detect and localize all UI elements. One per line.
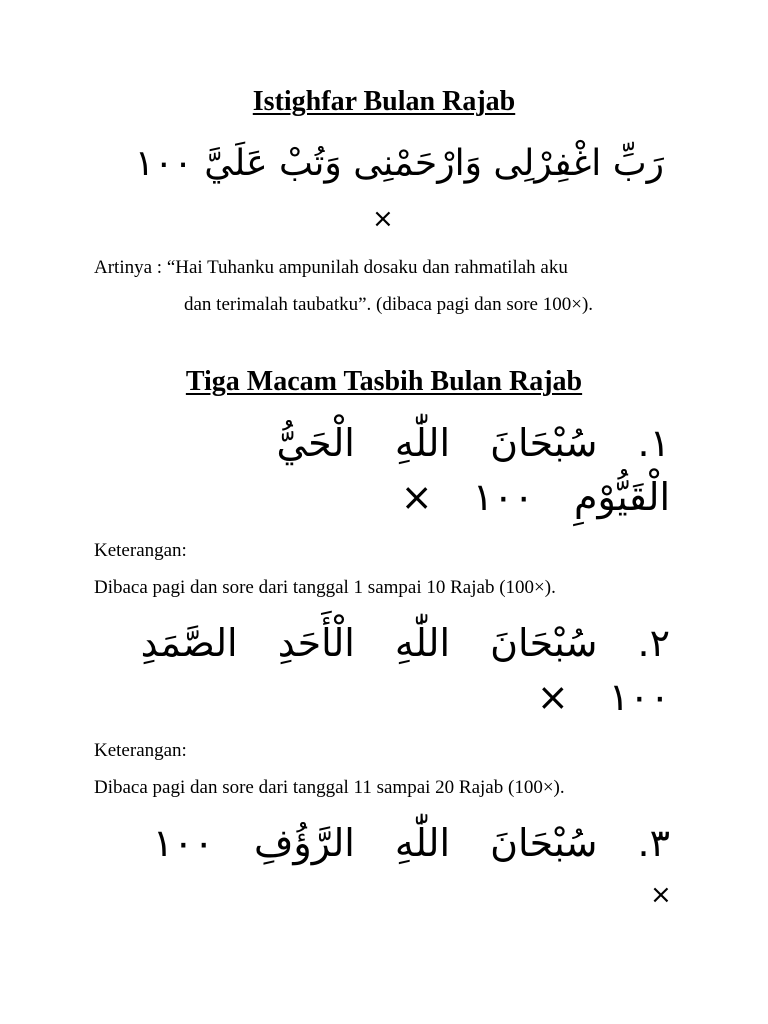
istighfar-meaning-line1: Artinya : “Hai Tuhanku ampunilah dosaku dan rahmatilah aku [94, 257, 568, 278]
tasbih-2-label: Keterangan: [94, 740, 187, 761]
tasbih-2-note: Dibaca pagi dan sore dari tanggal 11 sampai 20 Rajab (100×). [94, 777, 565, 798]
istighfar-meaning-line2: dan terimalah taubatku”. (dibaca pagi dan sore 100×). [184, 294, 594, 315]
tasbih-3-times-sign: × [650, 880, 672, 910]
tasbih-1-arabic-line1: ١. سُبْحَانَ اللّٰهِ الْحَيُّ [276, 421, 670, 465]
istighfar-title: Istighfar Bulan Rajab [252, 86, 516, 117]
tasbih-2-arabic-line2: ١٠٠ × [536, 675, 670, 719]
tasbih-title: Tiga Macam Tasbih Bulan Rajab [185, 366, 583, 397]
tasbih-1-note: Dibaca pagi dan sore dari tanggal 1 sampai 10 Rajab (100×). [94, 577, 556, 598]
tasbih-1-arabic-line2: الْقَيُّوْمِ ١٠٠ × [400, 475, 670, 519]
tasbih-2-arabic-line1: ٢. سُبْحَانَ اللّٰهِ الْأَحَدِ الصَّمَدِ [140, 621, 670, 665]
istighfar-arabic: رَبِّ اغْفِرْلِى وَارْحَمْنِى وَتُبْ عَلَيَّ ١٠٠ [134, 143, 664, 184]
tasbih-3-arabic-line1: ٣. سُبْحَانَ اللّٰهِ الرَّؤُفِ ١٠٠ [152, 821, 670, 865]
tasbih-1-label: Keterangan: [94, 540, 187, 561]
istighfar-times-sign: × [372, 204, 394, 234]
